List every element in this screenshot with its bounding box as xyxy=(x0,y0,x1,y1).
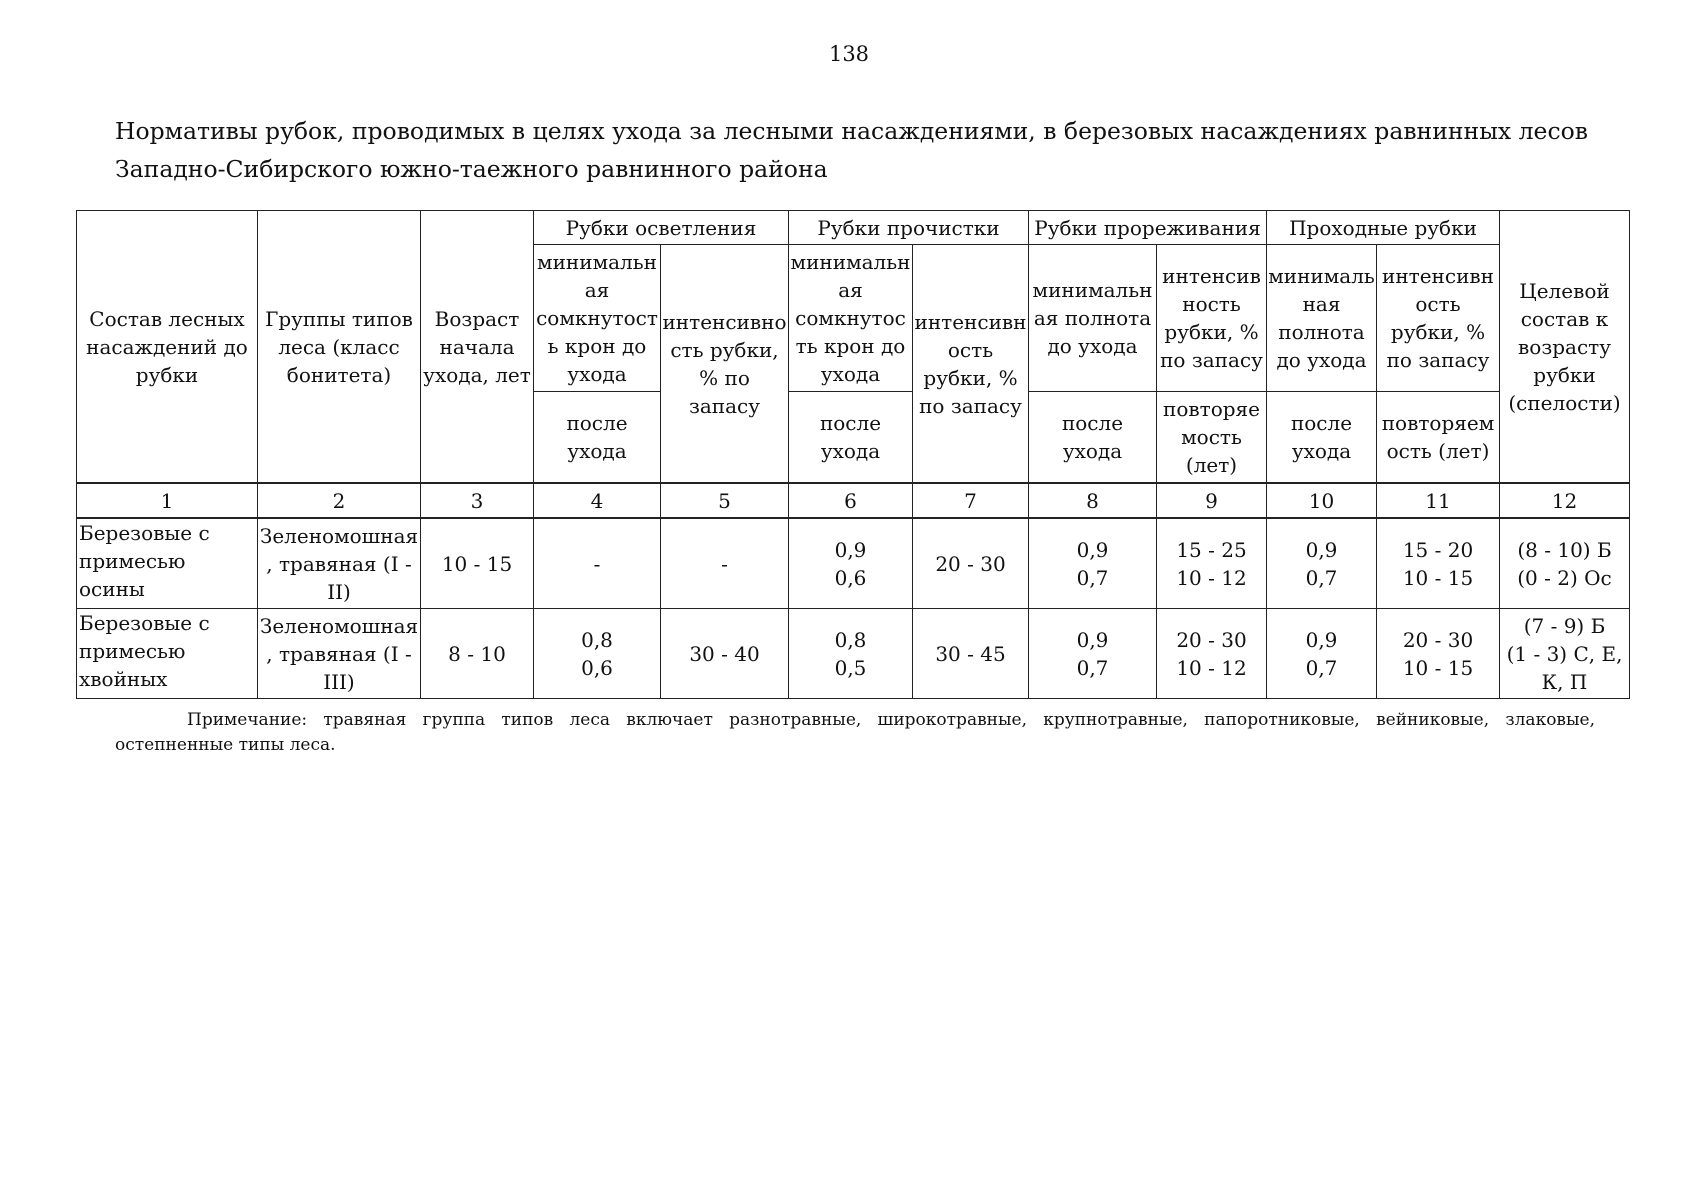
header-composition: Состав лесных насаждений до рубки xyxy=(77,211,258,484)
header-prorezhivanie-repeat: повторяе мость (лет) xyxy=(1157,392,1267,484)
table-row xyxy=(77,518,1630,609)
table-note xyxy=(115,708,1595,758)
table-cell: 10 - 15 xyxy=(421,518,534,609)
table-cell: - xyxy=(534,518,661,609)
column-number: 6 xyxy=(789,483,913,518)
table-cell: 20 - 30 10 - 15 xyxy=(1377,609,1500,699)
column-number: 5 xyxy=(661,483,789,518)
title-line-2: Западно-Сибирского южно-таежного равнинного района xyxy=(115,155,828,183)
header-group-osvetlenie: Рубки осветления xyxy=(534,211,789,245)
table-cell: - xyxy=(661,518,789,609)
header-prochistka-density: минимальн ая сомкнутос ть крон до ухода xyxy=(789,245,913,392)
header-group-prochistka: Рубки прочистки xyxy=(789,211,1029,245)
table-cell: 15 - 20 10 - 15 xyxy=(1377,518,1500,609)
table-cell: Березовые с примесью хвойных xyxy=(77,609,258,699)
header-osvetlenie-after: после ухода xyxy=(534,392,661,484)
header-prorezhivanie-after: после ухода xyxy=(1029,392,1157,484)
table-cell: (7 - 9) Б (1 - 3) С, Е, К, П xyxy=(1500,609,1630,699)
table-cell: 8 - 10 xyxy=(421,609,534,699)
column-number: 7 xyxy=(913,483,1029,518)
header-prokhodnye-intensity: интенсивн ость рубки, % по запасу xyxy=(1377,245,1500,392)
header-start-age: Возраст начала ухода, лет xyxy=(421,211,534,484)
note-line-2: леса. xyxy=(289,735,336,755)
header-osvetlenie-intensity: интенсивно сть рубки, % по запасу xyxy=(661,245,789,484)
column-number: 9 xyxy=(1157,483,1267,518)
column-number: 1 xyxy=(77,483,258,518)
header-group-prorezhivanie: Рубки прореживания xyxy=(1029,211,1267,245)
header-prorezhivanie-fullness: минимальн ая полнота до ухода xyxy=(1029,245,1157,392)
column-number: 3 xyxy=(421,483,534,518)
table-cell: 30 - 45 xyxy=(913,609,1029,699)
table-cell: Березовые с примесью осины xyxy=(77,518,258,609)
norms-table xyxy=(76,210,1630,699)
table-cell: 0,8 0,5 xyxy=(789,609,913,699)
header-target-composition: Целевой состав к возрасту рубки (спелости) xyxy=(1500,211,1630,484)
table-cell: 20 - 30 xyxy=(913,518,1029,609)
header-prochistka-intensity: интенсивн ость рубки, % по запасу xyxy=(913,245,1029,484)
header-group-prokhodnye: Проходные рубки xyxy=(1267,211,1500,245)
table-cell: (8 - 10) Б (0 - 2) Ос xyxy=(1500,518,1630,609)
table-cell: 30 - 40 xyxy=(661,609,789,699)
page-number: 138 xyxy=(828,42,870,66)
column-number: 2 xyxy=(258,483,421,518)
table-cell: 0,9 0,7 xyxy=(1267,518,1377,609)
table-cell: 0,9 0,7 xyxy=(1029,518,1157,609)
note-line-1: Примечание: травяная группа типов леса включает разнотравные, широкотравные, крупнотравные, папоротниковые, вейниковые, злаковые, остепненные типы xyxy=(115,710,1595,755)
column-number-row xyxy=(77,483,1630,518)
header-prorezhivanie-intensity: интенсив ность рубки, % по запасу xyxy=(1157,245,1267,392)
table-row xyxy=(77,609,1630,699)
title-line-1: Нормативы рубок, проводимых в целях ухода за лесными насаждениями, в березовых насаждениях равнинных лесов xyxy=(115,117,1589,145)
column-number: 4 xyxy=(534,483,661,518)
column-number: 10 xyxy=(1267,483,1377,518)
header-forest-types: Группы типов леса (класс бонитета) xyxy=(258,211,421,484)
header-prochistka-after: после ухода xyxy=(789,392,913,484)
table-cell: 0,8 0,6 xyxy=(534,609,661,699)
document-title xyxy=(115,112,1595,188)
table-cell: 0,9 0,6 xyxy=(789,518,913,609)
column-number: 11 xyxy=(1377,483,1500,518)
header-group-row xyxy=(77,211,1630,245)
table-cell: 20 - 30 10 - 12 xyxy=(1157,609,1267,699)
header-prokhodnye-after: после ухода xyxy=(1267,392,1377,484)
table-cell: 0,9 0,7 xyxy=(1029,609,1157,699)
header-prokhodnye-fullness: минималь ная полнота до ухода xyxy=(1267,245,1377,392)
column-number: 12 xyxy=(1500,483,1630,518)
table-cell: Зеленомошная , травяная (I - II) xyxy=(258,518,421,609)
header-osvetlenie-density: минимальн ая сомкнутост ь крон до ухода xyxy=(534,245,661,392)
table-cell: Зеленомошная , травяная (I - III) xyxy=(258,609,421,699)
column-number: 8 xyxy=(1029,483,1157,518)
header-prokhodnye-repeat: повторяем ость (лет) xyxy=(1377,392,1500,484)
table-cell: 15 - 25 10 - 12 xyxy=(1157,518,1267,609)
table-cell: 0,9 0,7 xyxy=(1267,609,1377,699)
